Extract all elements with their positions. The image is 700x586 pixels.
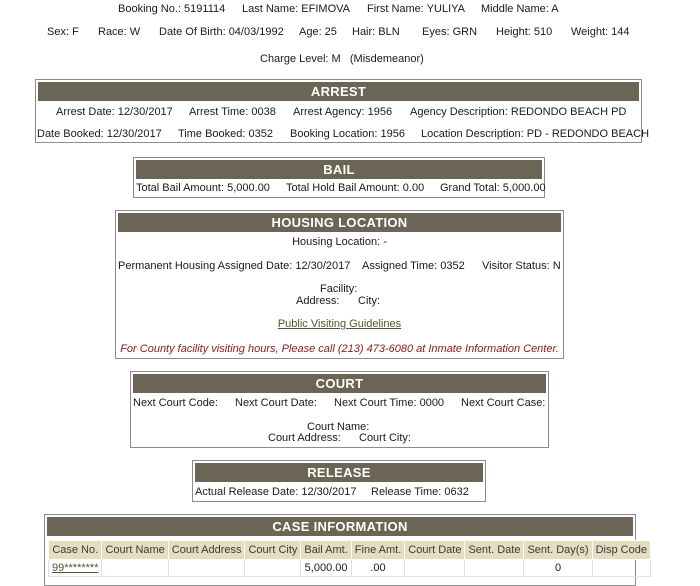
housing-title: HOUSING LOCATION bbox=[118, 213, 561, 232]
date-booked: Date Booked: 12/30/2017 bbox=[37, 128, 162, 140]
table-cell bbox=[245, 560, 301, 577]
table-cell bbox=[592, 560, 650, 577]
race: Race: W bbox=[98, 26, 141, 38]
court-city: Court City: bbox=[359, 432, 411, 444]
sex: Sex: F bbox=[47, 26, 79, 38]
date-of-birth: Date Of Birth: 04/03/1992 bbox=[159, 26, 284, 38]
col-court-address: Court Address bbox=[168, 541, 245, 560]
next-court-date: Next Court Date: bbox=[235, 397, 317, 409]
arrest-panel bbox=[35, 79, 650, 143]
table-cell bbox=[465, 560, 524, 577]
court-title: COURT bbox=[133, 374, 546, 393]
table-cell bbox=[168, 560, 245, 577]
grand-total: Grand Total: 5,000.00 bbox=[440, 182, 546, 194]
public-visiting-guidelines-link[interactable]: Public Visiting Guidelines bbox=[277, 318, 402, 330]
arrest-agency: Arrest Agency: 1956 bbox=[293, 106, 393, 118]
age: Age: 25 bbox=[299, 26, 337, 38]
case-table-header bbox=[49, 541, 651, 560]
table-cell: .00 bbox=[351, 560, 404, 577]
release-title: RELEASE bbox=[195, 463, 483, 482]
housing-panel bbox=[115, 210, 564, 359]
arrest-title: ARREST bbox=[38, 82, 639, 101]
charge-level: Charge Level: M (Misdemeanor) bbox=[260, 53, 424, 65]
weight: Weight: 144 bbox=[571, 26, 630, 38]
col-case-no: Case No. bbox=[49, 541, 102, 560]
court-panel bbox=[130, 371, 549, 448]
first-name: First Name: YULIYA bbox=[367, 3, 466, 15]
visiting-link-wrap bbox=[116, 318, 563, 330]
table-row bbox=[49, 560, 651, 577]
court-name: Court Name: bbox=[307, 421, 370, 433]
court-address: Court Address: bbox=[268, 432, 341, 444]
location-description: Location Description: PD - REDONDO BEACH bbox=[421, 128, 650, 140]
case-information-title: CASE INFORMATION bbox=[47, 517, 633, 536]
booking-location: Booking Location: 1956 bbox=[290, 128, 405, 140]
col-fine-amt: Fine Amt. bbox=[351, 541, 404, 560]
city: City: bbox=[358, 295, 380, 307]
housing-location: Housing Location: - bbox=[292, 236, 387, 248]
release-time: Release Time: 0632 bbox=[371, 486, 469, 498]
case-table bbox=[48, 540, 651, 577]
address: Address: bbox=[296, 295, 340, 307]
facility: Facility: bbox=[320, 283, 358, 295]
table-cell bbox=[405, 560, 465, 577]
col-court-name: Court Name bbox=[102, 541, 168, 560]
total-hold-bail-amount: Total Hold Bail Amount: 0.00 bbox=[286, 182, 425, 194]
agency-description: Agency Description: REDONDO BEACH PD bbox=[410, 106, 627, 118]
col-sent-date: Sent. Date bbox=[465, 541, 524, 560]
bail-panel bbox=[133, 157, 545, 198]
table-cell: 0 bbox=[524, 560, 592, 577]
actual-release-date: Actual Release Date: 12/30/2017 bbox=[195, 486, 357, 498]
total-bail-amount: Total Bail Amount: 5,000.00 bbox=[136, 182, 270, 194]
county-visiting-note: For County facility visiting hours, Please call (213) 473-6080 at Inmate Information Center. bbox=[120, 343, 559, 355]
release-panel bbox=[192, 460, 486, 502]
arrest-date: Arrest Date: 12/30/2017 bbox=[56, 106, 173, 118]
col-court-city: Court City bbox=[245, 541, 301, 560]
assigned-time: Assigned Time: 0352 bbox=[362, 260, 465, 272]
bail-title: BAIL bbox=[136, 160, 542, 179]
case-no-link[interactable]: 99******** bbox=[52, 562, 99, 574]
next-court-time: Next Court Time: 0000 bbox=[334, 397, 445, 409]
case-information-panel bbox=[44, 514, 647, 586]
col-court-date: Court Date bbox=[405, 541, 465, 560]
col-disp-code: Disp Code bbox=[592, 541, 650, 560]
booking-no: Booking No.: 5191114 bbox=[118, 3, 226, 15]
last-name: Last Name: EFIMOVA bbox=[242, 3, 350, 15]
next-court-code: Next Court Code: bbox=[133, 397, 218, 409]
col-bail-amt: Bail Amt. bbox=[301, 541, 351, 560]
time-booked: Time Booked: 0352 bbox=[178, 128, 273, 140]
middle-name: Middle Name: A bbox=[481, 3, 559, 15]
arrest-time: Arrest Time: 0038 bbox=[189, 106, 276, 118]
col-sent-days: Sent. Day(s) bbox=[524, 541, 592, 560]
table-cell: 5,000.00 bbox=[301, 560, 351, 577]
permanent-housing-date: Permanent Housing Assigned Date: 12/30/2017 bbox=[118, 260, 351, 272]
next-court-case: Next Court Case: bbox=[461, 397, 546, 409]
height: Height: 510 bbox=[496, 26, 553, 38]
table-cell bbox=[102, 560, 168, 577]
visitor-status: Visitor Status: N bbox=[482, 260, 561, 272]
eyes: Eyes: GRN bbox=[422, 26, 478, 38]
hair: Hair: BLN bbox=[352, 26, 400, 38]
